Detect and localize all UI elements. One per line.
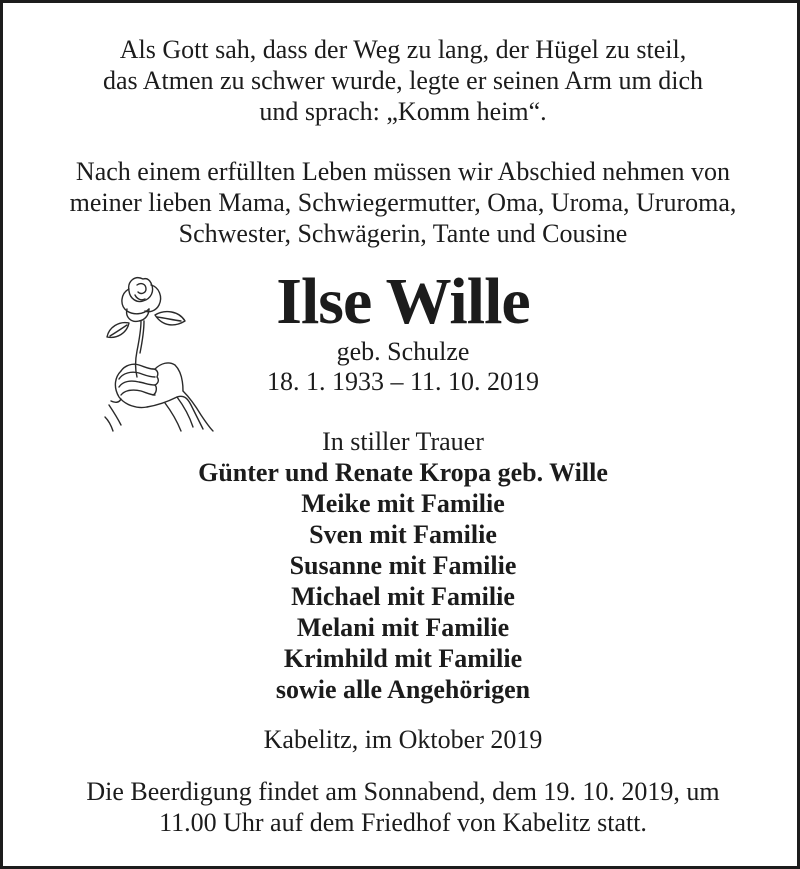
- deceased-name: Ilse Wille: [276, 265, 530, 338]
- poem-line-1: Als Gott sah, dass der Weg zu lang, der Hügel zu steil,: [119, 35, 687, 64]
- mourner-6: Melani mit Familie: [296, 613, 510, 642]
- mourner-2: Meike mit Familie: [301, 489, 505, 518]
- place-date: Kabelitz, im Oktober 2019: [263, 725, 543, 754]
- funeral-line-2: 11.00 Uhr auf dem Friedhof von Kabelitz statt.: [159, 808, 647, 837]
- poem-line-3: und sprach: „Komm heim“.: [259, 97, 547, 126]
- intro-line-2: meiner lieben Mama, Schwiegermutter, Oma, Uroma, Ururoma,: [69, 188, 737, 217]
- mourning-heading: In stiller Trauer: [322, 427, 484, 456]
- mourner-4: Susanne mit Familie: [289, 551, 517, 580]
- mourner-7: Krimhild mit Familie: [283, 644, 523, 673]
- funeral-line-1: Die Beerdigung findet am Sonnabend, dem 19. 10. 2019, um: [86, 777, 720, 806]
- intro-line-3: Schwester, Schwägerin, Tante und Cousine: [178, 219, 628, 248]
- intro-line-1: Nach einem erfüllten Leben müssen wir Abschied nehmen von: [75, 157, 731, 186]
- life-dates: 18. 1. 1933 – 11. 10. 2019: [266, 367, 540, 396]
- mourner-8: sowie alle Angehörigen: [275, 675, 531, 704]
- mourner-5: Michael mit Familie: [291, 582, 515, 611]
- mourner-1: Günter und Renate Kropa geb. Wille: [198, 458, 608, 487]
- poem-line-2: das Atmen zu schwer wurde, legte er seinen Arm um dich: [103, 66, 703, 95]
- birth-name: geb. Schulze: [336, 337, 470, 366]
- mourner-3: Sven mit Familie: [309, 520, 497, 549]
